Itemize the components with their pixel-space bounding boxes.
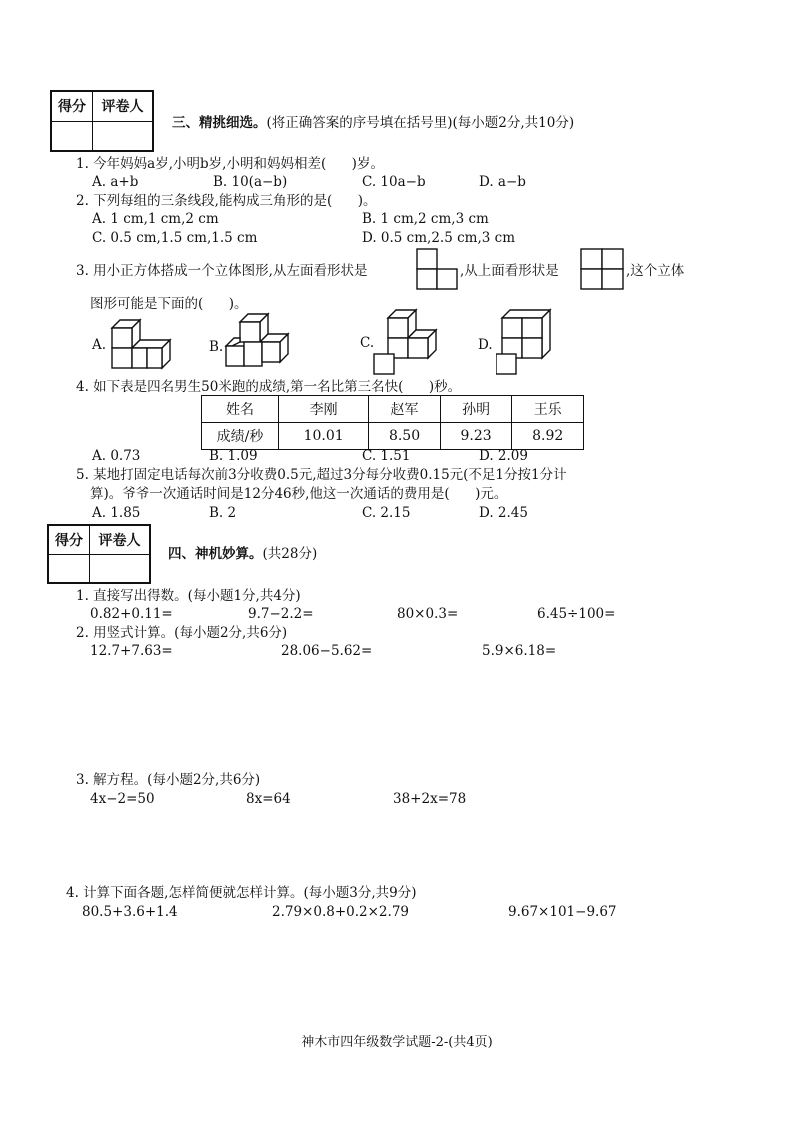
- question-3-2: 2. 下列每组的三条线段,能构成三角形的是( ) 。: [76, 192, 376, 210]
- answer-blank[interactable]: [321, 155, 357, 173]
- option-c-label: C.: [360, 335, 375, 351]
- cube-figure-c: [372, 306, 444, 378]
- option-b: B. 2: [209, 505, 237, 521]
- table-cell: 王乐: [512, 396, 584, 423]
- calc-item: 2.79×0.8+0.2×2.79: [272, 904, 409, 920]
- score-label: 得分: [51, 91, 93, 121]
- top-view-figure: [580, 248, 626, 290]
- question-3-5-line2: 算)。爷爷一次通话时间是12分46秒,他这一次通话的费用是( ) 元。: [90, 485, 507, 503]
- table-cell: 姓名: [202, 396, 279, 423]
- equation-item: 8x=64: [246, 791, 291, 807]
- cube-figure-b: [224, 308, 298, 376]
- question-4-2-heading: 2. 用竖式计算。(每小题2分,共6分): [76, 625, 288, 641]
- table-header-row: [202, 396, 584, 423]
- option-c: C. 1.51: [362, 448, 411, 464]
- calc-item: 28.06−5.62=: [281, 643, 373, 659]
- option-c: C. 0.5 cm,1.5 cm,1.5 cm: [92, 230, 258, 246]
- answer-blank[interactable]: [398, 378, 434, 396]
- table-cell: 10.01: [279, 423, 369, 450]
- option-b: B. 10(a−b): [213, 174, 288, 190]
- left-view-figure: [416, 248, 460, 290]
- score-box-section4: [47, 524, 151, 584]
- calc-item: 80×0.3=: [397, 606, 459, 622]
- equation-item: 4x−2=50: [90, 791, 155, 807]
- option-a: A. 0.73: [92, 448, 141, 464]
- question-4-1-heading: 1. 直接写出得数。(每小题1分,共4分): [76, 588, 301, 604]
- option-b: B. 1 cm,2 cm,3 cm: [362, 211, 489, 227]
- table-cell: 8.50: [369, 423, 441, 450]
- score-label: 得分: [48, 525, 90, 554]
- score-box-section3: [50, 90, 154, 152]
- option-c: C. 2.15: [362, 505, 411, 521]
- answer-area[interactable]: [76, 810, 716, 880]
- calc-item: 12.7+7.63=: [90, 643, 173, 659]
- cube-figure-d: [496, 306, 560, 378]
- question-3-4: 4. 如下表是四名男生50米跑的成绩,第一名比第三名快( ) 秒。: [76, 378, 461, 396]
- question-4-3-heading: 3. 解方程。(每小题2分,共6分): [76, 772, 261, 788]
- option-b-label: B.: [209, 339, 224, 355]
- table-cell: 8.92: [512, 423, 584, 450]
- option-b: B. 1.09: [209, 448, 258, 464]
- table-cell: 赵军: [369, 396, 441, 423]
- question-3-3-text1: 3. 用小正方体搭成一个立体图形,从左面看形状是: [76, 263, 368, 279]
- answer-area[interactable]: [66, 924, 716, 1024]
- option-a: A. 1.85: [92, 505, 141, 521]
- calc-item: 0.82+0.11=: [90, 606, 173, 622]
- grader-label: 评卷人: [93, 91, 154, 121]
- results-table: [201, 395, 584, 450]
- option-d: D. a−b: [479, 174, 526, 190]
- question-3-5-line1: 5. 某地打固定电话每次前3分收费0.5元,超过3分每分收费0.15元(不足1分按1分计: [76, 467, 567, 483]
- table-cell: 孙明: [440, 396, 512, 423]
- section4-points: (共28分): [262, 546, 318, 562]
- answer-blank[interactable]: [327, 192, 363, 210]
- option-d: D. 2.45: [479, 505, 528, 521]
- calc-item: 6.45÷100=: [537, 606, 616, 622]
- option-a: A. a+b: [92, 174, 139, 190]
- equation-item: 38+2x=78: [393, 791, 467, 807]
- answer-blank[interactable]: [444, 485, 480, 503]
- grader-cell[interactable]: [90, 554, 151, 583]
- calc-item: 5.9×6.18=: [482, 643, 557, 659]
- option-a: A. 1 cm,1 cm,2 cm: [92, 211, 219, 227]
- answer-area[interactable]: [76, 662, 716, 766]
- question-3-3-line2: 图形可能是下面的( ) 。: [90, 295, 248, 313]
- option-c: C. 10a−b: [362, 174, 426, 190]
- score-cell[interactable]: [48, 554, 90, 583]
- table-cell: 成绩/秒: [202, 423, 279, 450]
- cube-figure-a: [106, 314, 178, 374]
- grader-label: 评卷人: [90, 525, 151, 554]
- calc-item: 9.67×101−9.67: [508, 904, 617, 920]
- table-row: [202, 423, 584, 450]
- score-cell[interactable]: [51, 121, 93, 151]
- calc-item: 9.7−2.2=: [248, 606, 314, 622]
- question-3-3-text2: ,从上面看形状是: [460, 263, 559, 279]
- page-footer: 神木市四年级数学试题-2-(共4页): [301, 1035, 493, 1050]
- option-d: D. 2.09: [479, 448, 528, 464]
- section3-heading: [172, 114, 574, 132]
- calc-item: 80.5+3.6+1.4: [82, 904, 178, 920]
- section4-heading: [168, 545, 317, 563]
- section4-title: 四、神机妙算。: [168, 546, 263, 562]
- table-cell: 李刚: [279, 396, 369, 423]
- option-d-label: D.: [478, 337, 493, 353]
- section3-title: 三、精挑细选。: [172, 115, 267, 131]
- question-4-4-heading: 4. 计算下面各题,怎样简便就怎样计算。(每小题3分,共9分): [66, 885, 417, 901]
- grader-cell[interactable]: [93, 121, 154, 151]
- option-d: D. 0.5 cm,2.5 cm,3 cm: [362, 230, 515, 246]
- question-3-1: 1. 今年妈妈a岁,小明b岁,小明和妈妈相差( ) 岁。: [76, 155, 384, 173]
- question-3-3-text3: ,这个立体: [626, 263, 685, 279]
- option-a-label: A.: [92, 337, 107, 353]
- table-cell: 9.23: [440, 423, 512, 450]
- section3-instruction: (将正确答案的序号填在括号里)(每小题2分,共10分): [266, 115, 575, 131]
